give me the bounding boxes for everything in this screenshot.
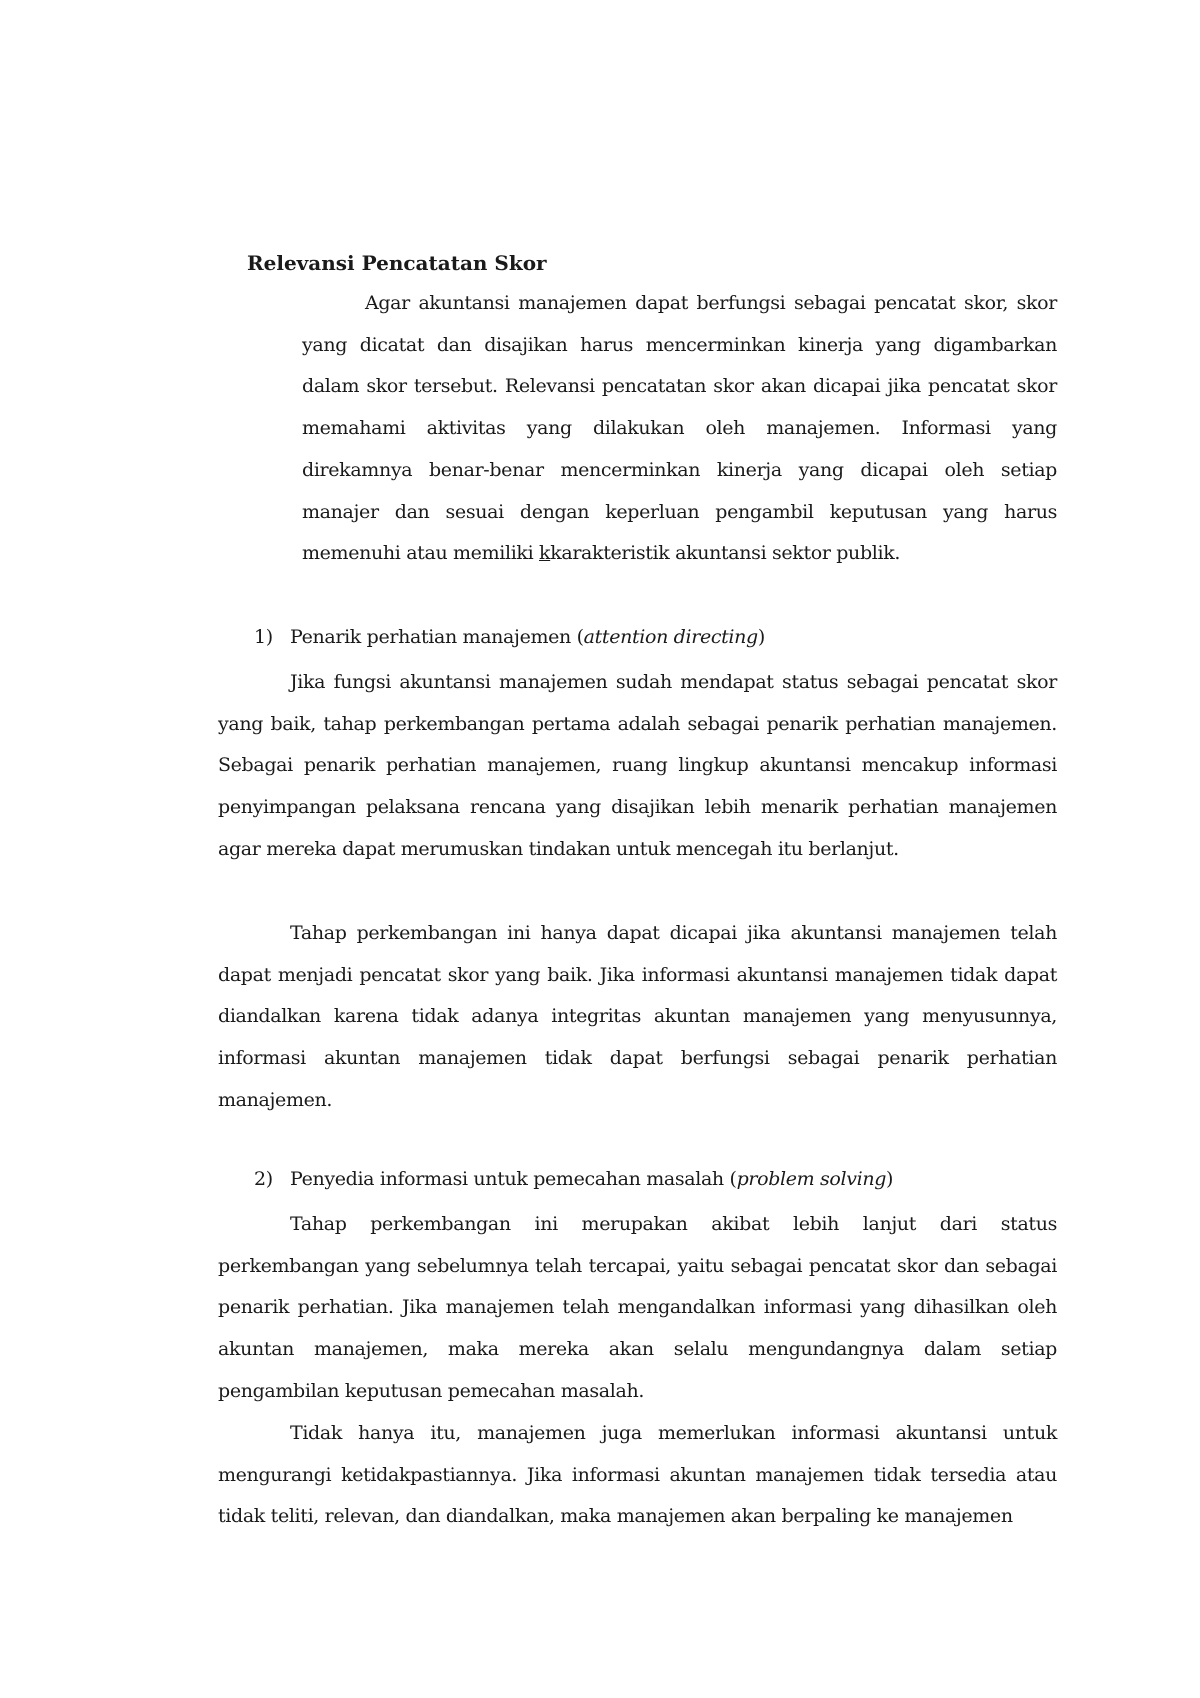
item-heading-text bbox=[290, 624, 765, 650]
item-heading-label: Penyedia informasi untuk pemecahan masalah ( bbox=[290, 1168, 737, 1190]
body-paragraph: Tahap perkembangan ini merupakan akibat lebih lanjut dari status perkembangan yang sebelumnya telah tercapai, yaitu sebagai pencatat skor dan sebagai penarik perhatian. Jika manajemen telah mengandalkan informasi yang dihasilkan oleh akuntan manajemen, maka mereka akan selalu mengundangnya dalam setiap pengambilan keputusan pemecahan masalah. bbox=[218, 1213, 1057, 1402]
intro-text: Agar akuntansi manajemen dapat berfungsi sebagai pencatat skor, skor yang dicatat dan disajikan harus mencerminkan kinerja yang digambarkan dalam skor tersebut. Relevansi pencatatan skor akan dicapai jika pencatat skor memahami aktivitas yang dilakukan oleh manajemen. Informasi yang direkamnya benar-benar mencerminkan kinerja yang dicapai oleh setiap manajer dan sesuai dengan keperluan pengambil keputusan yang harus memenuhi atau memiliki bbox=[302, 292, 1057, 565]
item-heading-label: Penarik perhatian manajemen ( bbox=[290, 626, 584, 648]
intro-paragraph bbox=[302, 283, 1057, 575]
item-number: 2) bbox=[254, 1168, 273, 1190]
item-heading-attention-directing bbox=[254, 624, 765, 650]
intro-underlined-letter: k bbox=[539, 542, 551, 565]
item-heading-problem-solving bbox=[254, 1166, 893, 1192]
body-paragraph: Jika fungsi akuntansi manajemen sudah mendapat status sebagai pencatat skor yang baik, tahap perkembangan pertama adalah sebagai penarik perhatian manajemen. Sebagai penarik perhatian manajemen, ruang lingkup akuntansi mencakup informasi penyimpangan pelaksana rencana yang disajikan lebih menarik perhatian manajemen agar mereka dapat merumuskan tindakan untuk mencegah itu berlanjut. bbox=[218, 671, 1057, 860]
item-number: 1) bbox=[254, 626, 273, 648]
item-heading-close: ) bbox=[886, 1168, 894, 1190]
item-heading-term: attention directing bbox=[583, 626, 758, 648]
body-paragraph: Tidak hanya itu, manajemen juga memerlukan informasi akuntansi untuk mengurangi ketidakpastiannya. Jika informasi akuntan manajemen tidak tersedia atau tidak teliti, relevan, dan diandalkan, maka manajemen akan berpaling ke manajemen bbox=[218, 1422, 1057, 1528]
body-paragraph: Tahap perkembangan ini hanya dapat dicapai jika akuntansi manajemen telah dapat menjadi pencatat skor yang baik. Jika informasi akuntansi manajemen tidak dapat diandalkan karena tidak adanya integritas akuntan manajemen yang menyusunnya, informasi akuntan manajemen tidak dapat berfungsi sebagai penarik perhatian manajemen. bbox=[218, 922, 1057, 1111]
item-heading-text bbox=[290, 1166, 893, 1192]
item-heading-term: problem solving bbox=[736, 1168, 887, 1190]
item-heading-close: ) bbox=[757, 626, 765, 648]
intro-text-end: karakteristik akuntansi sektor publik. bbox=[550, 542, 901, 565]
section-title: Relevansi Pencatatan Skor bbox=[247, 251, 547, 275]
